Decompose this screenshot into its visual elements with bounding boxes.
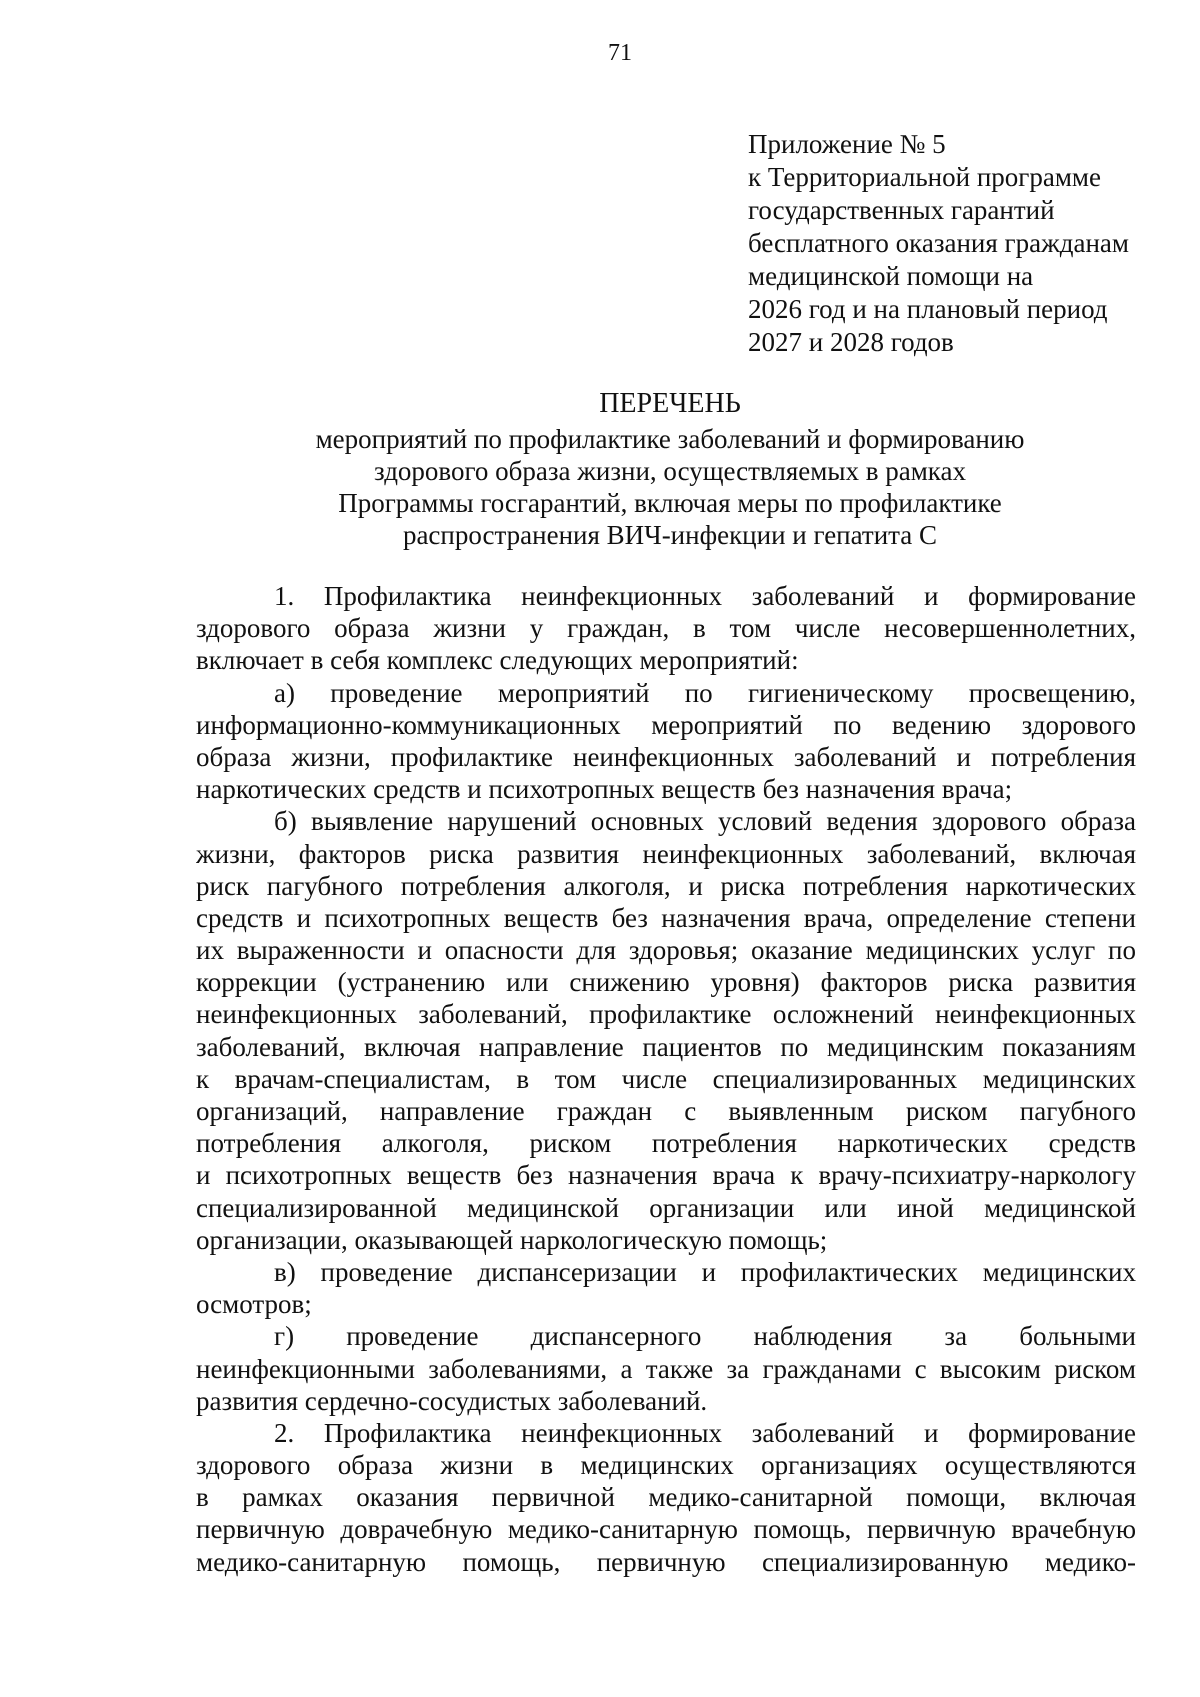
body-line: специализированной медицинской организации или иной медицинской bbox=[196, 1192, 1136, 1223]
body-line: потребления алкоголя, риском потребления наркотических средств bbox=[196, 1128, 1136, 1159]
title-subtitle-line: здорового образа жизни, осуществляемых в рамках bbox=[374, 456, 966, 486]
body-line: образа жизни, профилактике неинфекционных заболеваний и потребления bbox=[196, 741, 1136, 772]
body-line: включает в себя комплекс следующих мероприятий: bbox=[196, 645, 799, 676]
appendix-line: Приложение № 5 bbox=[748, 129, 946, 159]
body-line: осмотров; bbox=[196, 1289, 312, 1320]
body-line: первичную доврачебную медико-санитарную помощь, первичную врачебную bbox=[196, 1514, 1136, 1545]
appendix-line: государственных гарантий bbox=[748, 195, 1055, 225]
title-subtitle-line: мероприятий по профилактике заболеваний и формированию bbox=[315, 424, 1025, 454]
body-line: жизни, факторов риска развития неинфекционных заболеваний, включая bbox=[196, 838, 1136, 869]
body-line: организации, оказывающей наркологическую помощь; bbox=[196, 1224, 828, 1255]
body-line: организаций, направление граждан с выявленным риском пагубного bbox=[196, 1096, 1136, 1126]
appendix-line: медицинской помощи на bbox=[748, 261, 1034, 291]
body-line: в рамках оказания первичной медико-санитарной помощи, включая bbox=[196, 1482, 1136, 1513]
title-subtitle-line: Программы госгарантий, включая меры по профилактике bbox=[338, 488, 1002, 518]
body-line: 2. Профилактика неинфекционных заболеваний и формирование bbox=[274, 1417, 1136, 1448]
body-line: 1. Профилактика неинфекционных заболеваний и формирование bbox=[274, 581, 1136, 611]
body-line: медико-санитарную помощь, первичную специализированную медико- bbox=[196, 1546, 1136, 1577]
body-line: неинфекционными заболеваниями, а также за гражданами с высоким риском bbox=[196, 1353, 1136, 1384]
body-line: г) проведение диспансерного наблюдения за больными bbox=[274, 1321, 1136, 1352]
appendix-line: 2026 год и на плановый период bbox=[748, 294, 1108, 324]
appendix-line: 2027 и 2028 годов bbox=[748, 327, 954, 357]
body-line: информационно-коммуникационных мероприятий по ведению здорового bbox=[196, 709, 1136, 740]
body-line: их выраженности и опасности для здоровья; оказание медицинских услуг по bbox=[196, 935, 1136, 966]
body-line: неинфекционных заболеваний, профилактике осложнений неинфекционных bbox=[196, 999, 1136, 1030]
body-line: развития сердечно-сосудистых заболеваний. bbox=[196, 1385, 708, 1416]
body-line: заболеваний, включая направление пациентов по медицинским показаниям bbox=[196, 1031, 1136, 1062]
body-line: б) выявление нарушений основных условий ведения здорового образа bbox=[274, 806, 1136, 837]
document-body bbox=[196, 580, 1136, 1578]
page-number: 71 bbox=[608, 40, 632, 66]
appendix-line: к Территориальной программе bbox=[748, 162, 1101, 192]
body-line: средств и психотропных веществ без назначения врача, определение степени bbox=[196, 902, 1136, 933]
title-subtitle-line: распространения ВИЧ-инфекции и гепатита С bbox=[402, 520, 938, 550]
appendix-header bbox=[748, 128, 1178, 359]
body-line: в) проведение диспансеризации и профилактических медицинских bbox=[274, 1256, 1136, 1287]
body-line: здорового образа жизни в медицинских организациях осуществляются bbox=[196, 1450, 1136, 1481]
body-line: наркотических средств и психотропных веществ без назначения врача; bbox=[196, 774, 1013, 805]
body-line: а) проведение мероприятий по гигиеническому просвещению, bbox=[274, 677, 1136, 708]
body-line: риск пагубного потребления алкоголя, и риска потребления наркотических bbox=[196, 870, 1136, 901]
title-heading: ПЕРЕЧЕНЬ bbox=[599, 388, 741, 419]
body-line: здорового образа жизни у граждан, в том числе несовершеннолетних, bbox=[196, 613, 1136, 644]
body-line: к врачам-специалистам, в том числе специализированных медицинских bbox=[196, 1063, 1136, 1094]
document-title bbox=[200, 388, 1140, 551]
body-line: коррекции (устранению или снижению уровня) факторов риска развития bbox=[196, 967, 1136, 998]
appendix-line: бесплатного оказания гражданам bbox=[748, 228, 1129, 258]
body-line: и психотропных веществ без назначения врача к врачу-психиатру-наркологу bbox=[196, 1160, 1136, 1191]
